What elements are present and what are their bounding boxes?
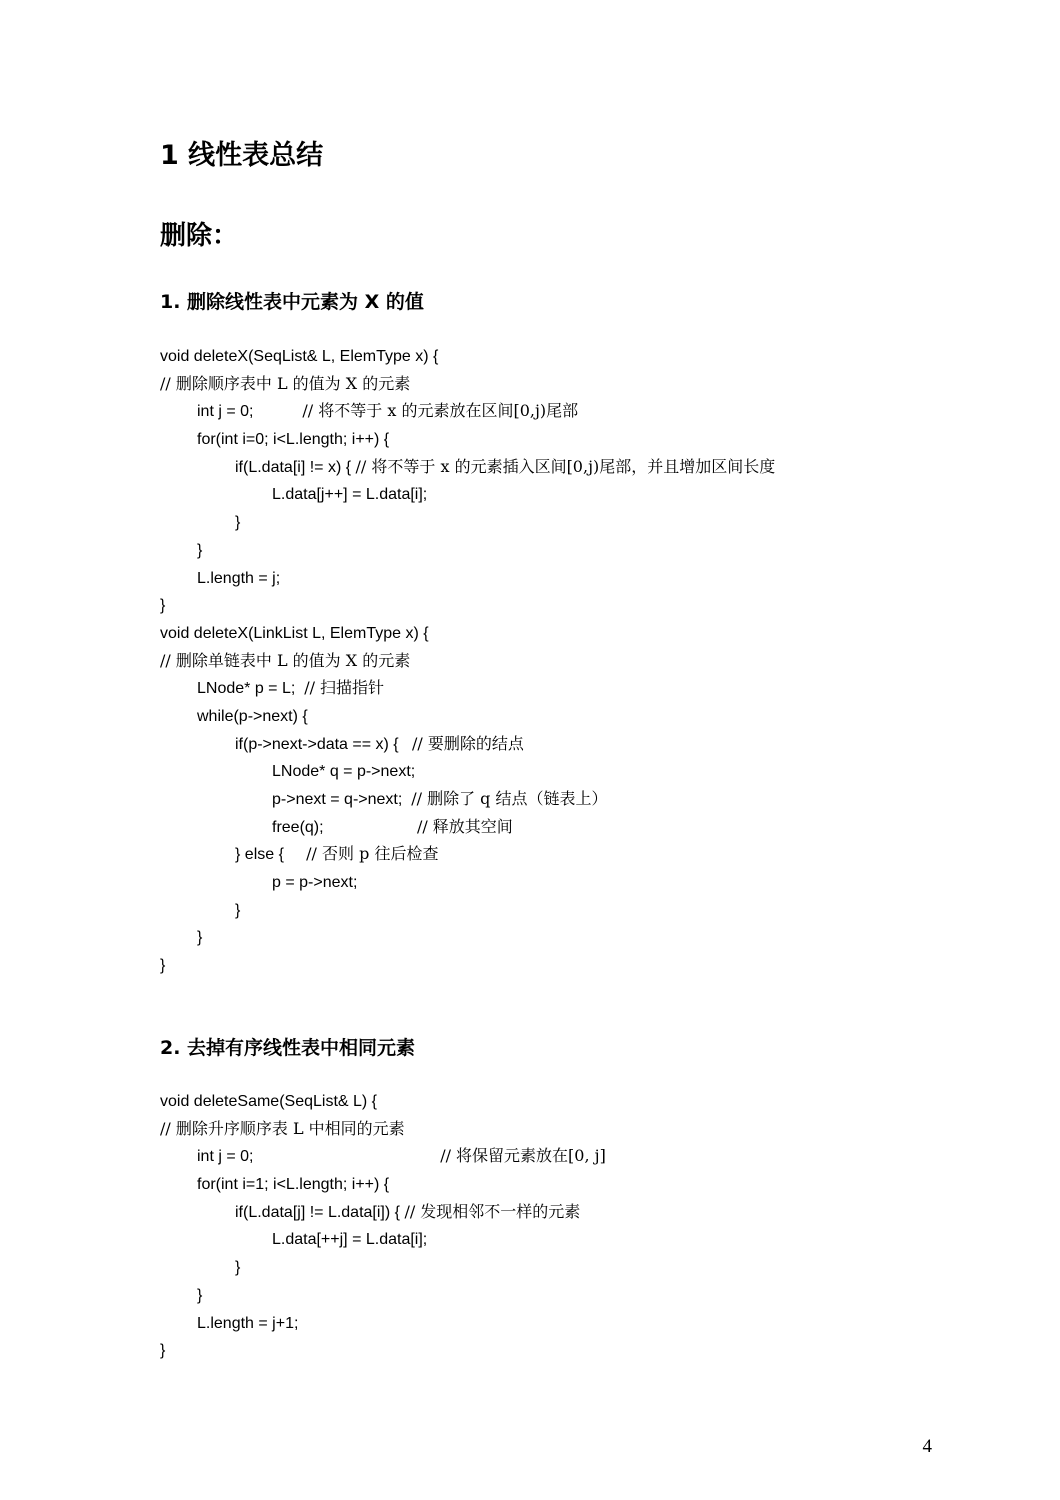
code-comment: // 否则 p 往后检查 <box>306 844 439 864</box>
code-text: p->next = q->next; <box>272 791 412 808</box>
code-line <box>160 342 920 370</box>
code-line <box>160 1142 920 1170</box>
code-line <box>160 425 920 453</box>
code-gap <box>324 819 417 836</box>
code-comment: // 删除顺序表中 L 的值为 X 的元素 <box>160 373 411 393</box>
code-text: } <box>160 1342 166 1360</box>
code-comment: // 将不等于 x 的元素插入区间[0,j)尾部，并且增加区间长度 <box>355 456 776 476</box>
code-text: void deleteX(SeqList& L, ElemType x) { <box>160 348 439 365</box>
code-line <box>160 813 920 841</box>
code-text: } <box>197 1286 203 1304</box>
code-text: void deleteX(LinkList L, ElemType x) { <box>160 624 429 642</box>
code-line <box>160 1336 920 1364</box>
code-line <box>160 536 920 564</box>
code-gap <box>253 1148 440 1165</box>
code-line <box>160 453 920 481</box>
code-text: } <box>160 597 166 615</box>
code-line <box>160 1115 920 1143</box>
code-line <box>160 1309 920 1337</box>
code-comment: // 删除单链表中 L 的值为 X 的元素 <box>160 650 411 670</box>
code-text: if(L.data[i] != x) { <box>235 458 356 476</box>
code-line <box>160 785 920 813</box>
code-line <box>160 508 920 536</box>
code-text: if(p->next->data == x) { <box>235 735 412 753</box>
code-line <box>160 1170 920 1198</box>
code-text: while(p->next) { <box>197 707 308 725</box>
code-text: L.length = j; <box>197 569 281 587</box>
code-comment: // 要删除的结点 <box>411 733 524 753</box>
code-text: LNode* q = p->next; <box>272 763 416 781</box>
code-text: p = p->next; <box>272 874 358 892</box>
code-line <box>160 397 920 425</box>
code-text: void deleteSame(SeqList& L) { <box>160 1093 378 1110</box>
code-line <box>160 480 920 508</box>
code-block-1 <box>160 342 920 979</box>
code-line <box>160 702 920 730</box>
code-comment: // 将不等于 x 的元素放在区间[0,j)尾部 <box>302 401 579 421</box>
code-line <box>160 1198 920 1226</box>
subsection-title-2: 2. 去掉有序线性表中相同元素 <box>160 1037 416 1059</box>
code-text: int j = 0; <box>197 403 254 421</box>
code-text: } <box>235 1259 241 1277</box>
code-text: } <box>160 957 166 975</box>
code-line <box>160 564 920 592</box>
code-text: LNode* p = L; <box>197 680 305 698</box>
code-comment: // 发现相邻不一样的元素 <box>404 1201 581 1221</box>
code-text: for(int i=1; i<L.length; i++) { <box>197 1176 390 1194</box>
code-line <box>160 647 920 675</box>
code-text: free(q); <box>272 818 324 836</box>
code-line <box>160 370 920 398</box>
code-text: } else { <box>235 846 307 864</box>
code-gap <box>253 403 302 420</box>
code-text: L.length = j+1; <box>197 1314 299 1332</box>
code-comment: // 将保留元素放在[0, j] <box>440 1146 606 1166</box>
code-line <box>160 1225 920 1253</box>
code-text: } <box>197 541 203 559</box>
code-line <box>160 730 920 758</box>
code-comment: // 删除了 q 结点（链表上） <box>411 789 608 808</box>
subsection-title-1: 1. 删除线性表中元素为 X 的值 <box>160 291 424 313</box>
code-line <box>160 868 920 896</box>
code-line <box>160 591 920 619</box>
code-text: L.data[j++] = L.data[i]; <box>272 486 428 504</box>
code-comment: // 释放其空间 <box>416 816 513 836</box>
code-text: } <box>235 901 241 919</box>
code-text: } <box>235 514 241 532</box>
code-comment: // 扫描指针 <box>304 678 385 698</box>
code-text: } <box>197 929 203 947</box>
code-line <box>160 1253 920 1281</box>
code-text: L.data[++j] = L.data[i]; <box>272 1231 428 1249</box>
code-line <box>160 674 920 702</box>
code-line <box>160 757 920 785</box>
code-comment: // 删除升序顺序表 L 中相同的元素 <box>160 1118 405 1138</box>
code-text: for(int i=0; i<L.length; i++) { <box>197 431 390 449</box>
code-line <box>160 923 920 951</box>
code-block-2 <box>160 1087 920 1364</box>
page-number: 4 <box>922 1436 932 1457</box>
code-line <box>160 840 920 868</box>
code-text: if(L.data[j] != L.data[i]) { <box>235 1203 405 1221</box>
chapter-heading: 1 线性表总结 <box>160 140 324 171</box>
code-line <box>160 896 920 924</box>
code-line <box>160 619 920 647</box>
code-line <box>160 1087 920 1115</box>
code-line <box>160 951 920 979</box>
code-line <box>160 1281 920 1309</box>
code-text: int j = 0; <box>197 1148 254 1166</box>
section-heading: 删除： <box>160 221 239 251</box>
